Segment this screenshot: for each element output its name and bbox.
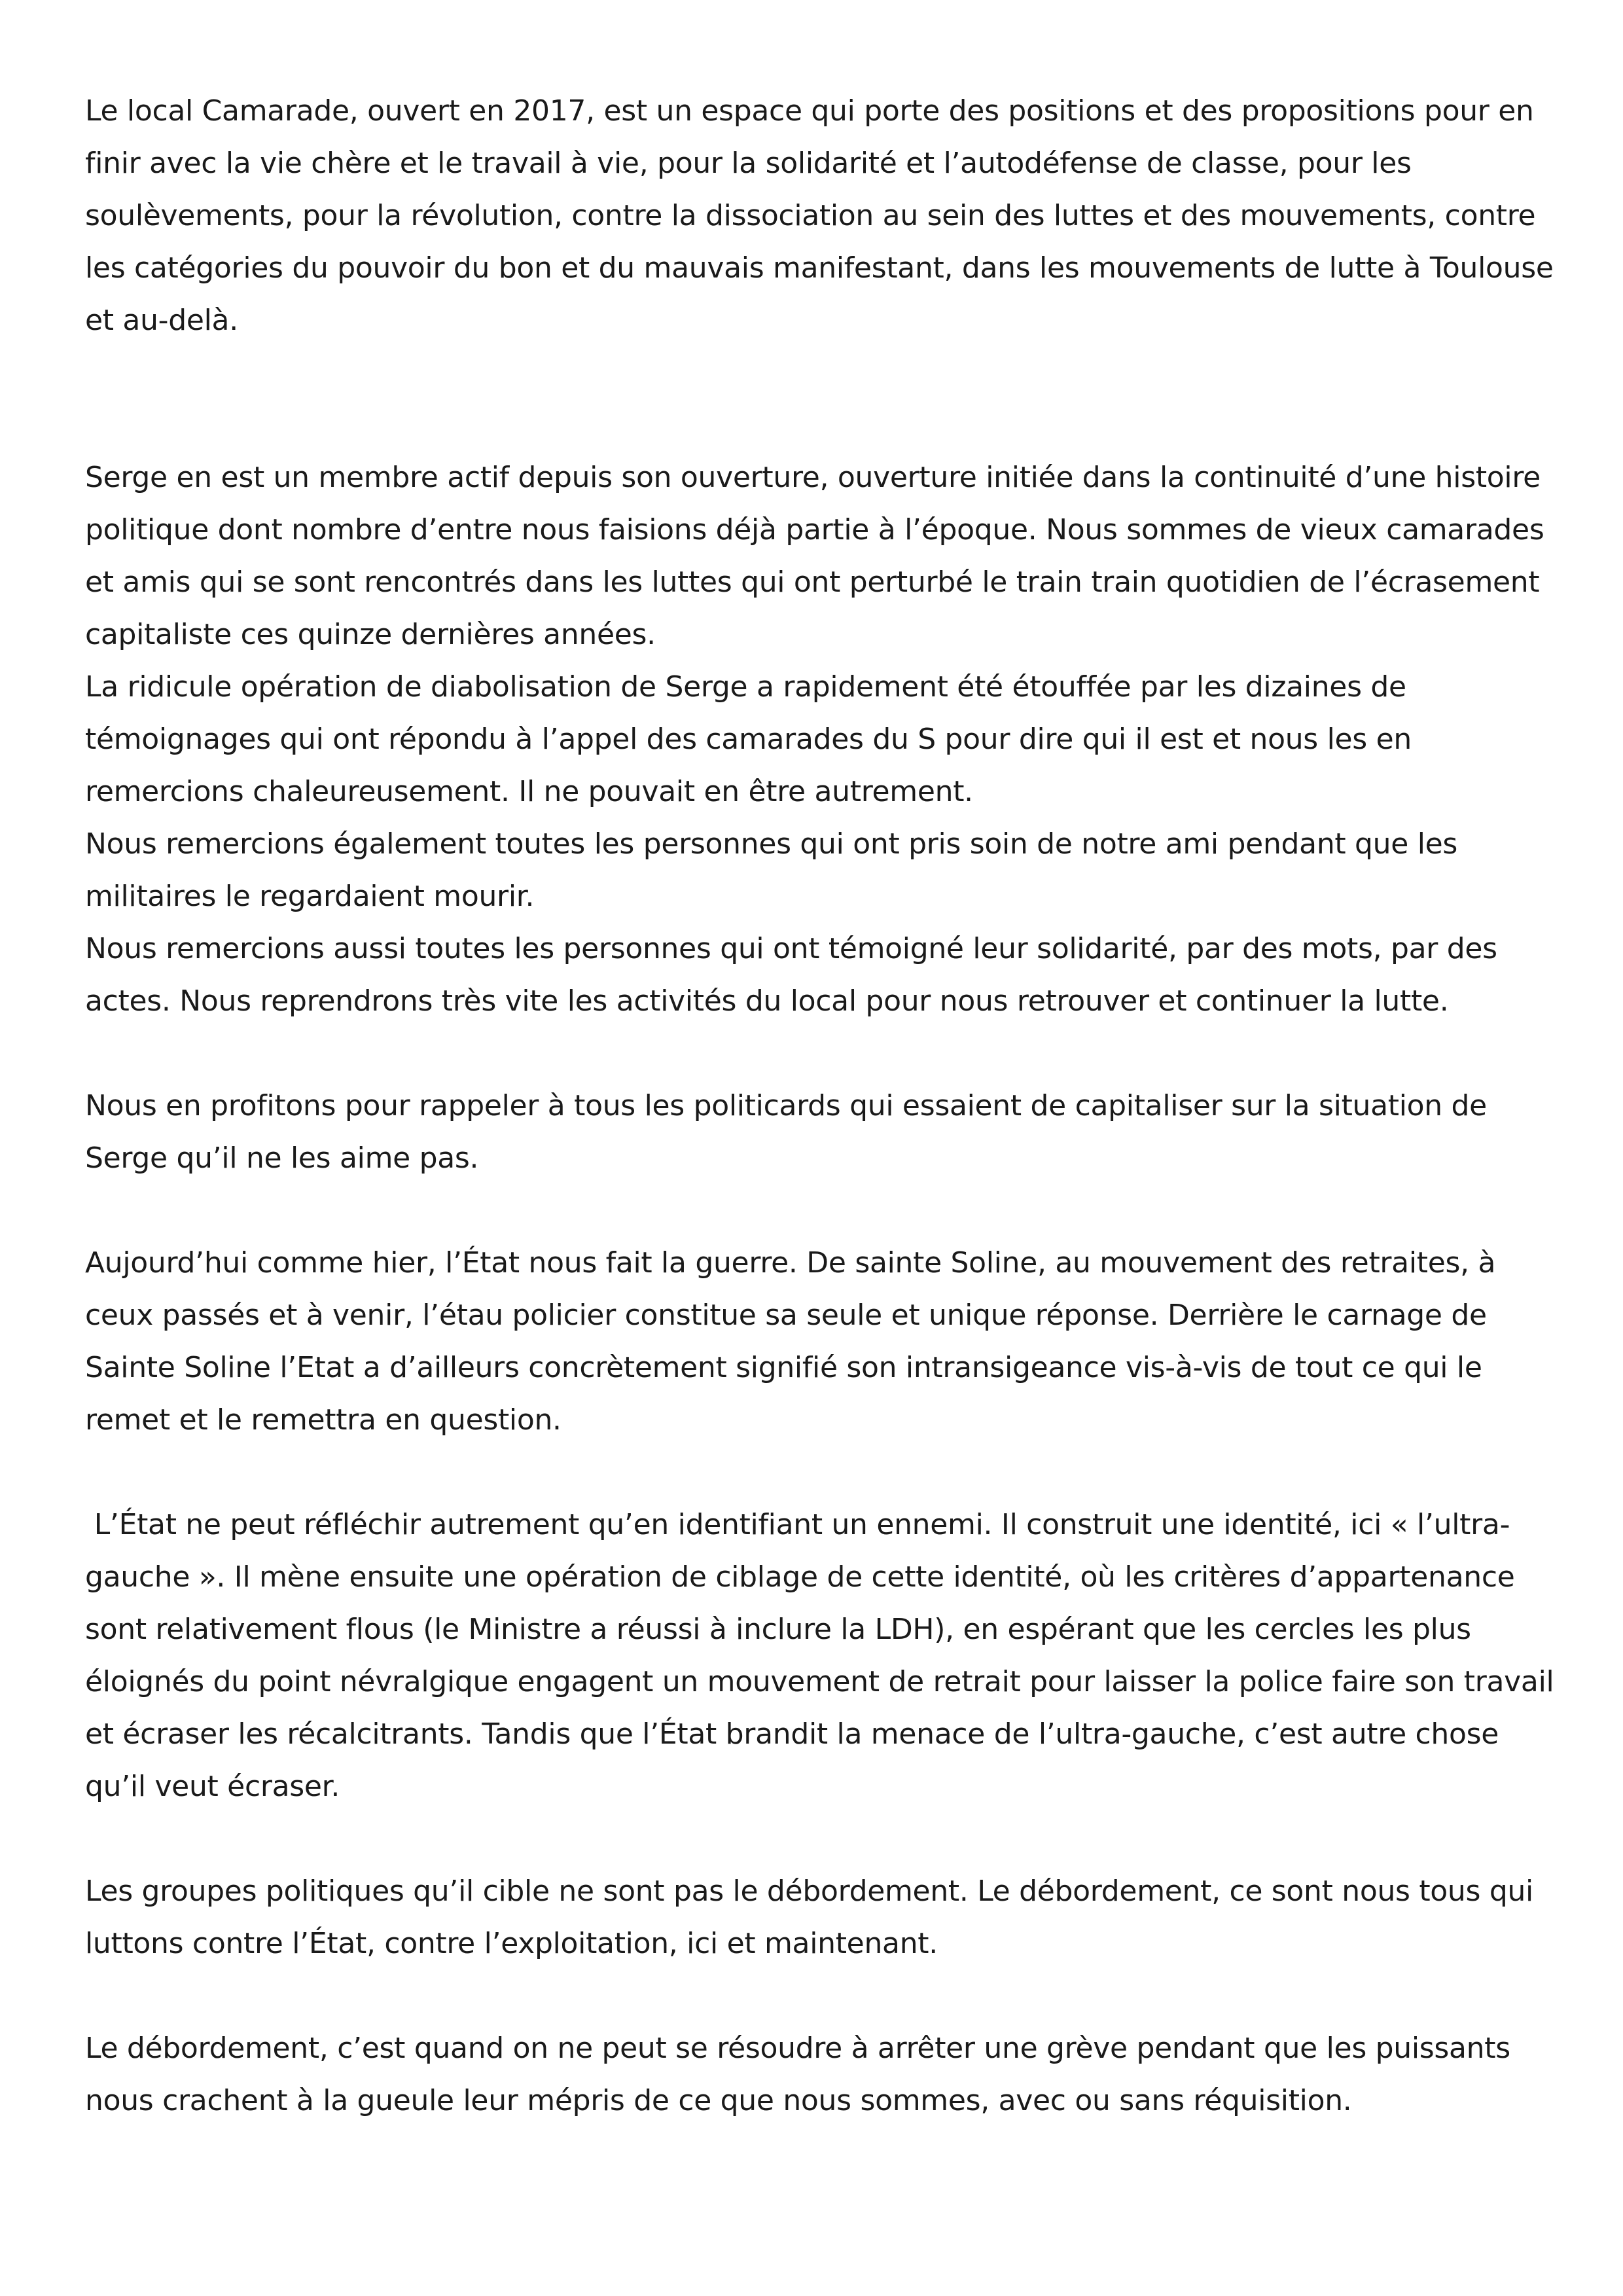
paragraph-debordement-greve: Le débordement, c’est quand on ne peut se résoudre à arrêter une grève pendant que les puissants nous crachent à la gueule leur mépris de ce que nous sommes, avec ou sans réquisition. — [85, 2032, 1510, 2117]
paragraph-ultra-gauche: L’État ne peut réfléchir autrement qu’en identifiant un ennemi. Il construit une identité, ici « l’ultra-gauche ». Il mène ensuite une opération de ciblage de cette identité, où les critères d’appartenance sont relativement flous (le Ministre a réussi à inclure la LDH), en espérant que les cercles les plus éloignés du point névralgique engagent un mouvement de retrait pour laisser la police faire son travail et écraser les récalcitrants. Tandis que l’État brandit la menace de l’ultra-gauche, c’est autre chose qu’il veut écraser. — [85, 1508, 1563, 1803]
paragraph-spacer — [85, 347, 1558, 452]
paragraph-spacer — [85, 1185, 1558, 1237]
paragraph-spacer — [85, 1813, 1558, 1865]
paragraph-serge-membre: Serge en est un membre actif depuis son ouverture, ouverture initiée dans la continuité d’une histoire politique dont nombre d’entre nous faisions déjà partie à l’époque. Nous sommes de vieux camarades et amis qui se sont rencontrés dans les luttes qui ont perturbé le train train quotidien de l’écrasement capitaliste ces quinze dernières années. — [85, 461, 1544, 651]
paragraph-diabolisation: La ridicule opération de diabolisation de Serge a rapidement été étouffée par les dizaines de témoignages qui ont répondu à l’appel des camarades du S pour dire qui il est et nous les en remercions chaleureusement. Il ne pouvait en être autrement. — [85, 670, 1412, 808]
paragraph-local-camarade: Le local Camarade, ouvert en 2017, est un espace qui porte des positions et des propositions pour en finir avec la vie chère et le travail à vie, pour la solidarité et l’autodéfense de classe, pour les soulèvements, pour la révolution, contre la dissociation au sein des luttes et des mouvements, contre les catégories du pouvoir du bon et du mauvais manifestant, dans les mouvements de lutte à Toulouse et au-delà. — [85, 94, 1554, 337]
paragraph-spacer — [85, 1446, 1558, 1499]
paragraph-politicards: Nous en profitons pour rappeler à tous les politicards qui essaient de capitaliser sur la situation de Serge qu’il ne les aime pas. — [85, 1089, 1487, 1175]
paragraph-etat-guerre: Aujourd’hui comme hier, l’État nous fait la guerre. De sainte Soline, au mouvement des retraites, à ceux passés et à venir, l’étau policier constitue sa seule et unique réponse. Derrière le carnage de Sainte Soline l’Etat a d’ailleurs concrètement signifié son intransigeance vis-à-vis de tout ce qui le remet et le remettra en question. — [85, 1246, 1496, 1437]
paragraph-spacer — [85, 1970, 1558, 2022]
document-body — [85, 85, 1563, 2127]
paragraph-remerciements-solidarite: Nous remercions aussi toutes les personnes qui ont témoigné leur solidarité, par des mots, par des actes. Nous reprendrons très vite les activités du local pour nous retrouver et continuer la lutte. — [85, 932, 1497, 1018]
paragraph-spacer — [85, 1028, 1558, 1080]
paragraph-debordement-groupes: Les groupes politiques qu’il cible ne sont pas le débordement. Le débordement, ce sont nous tous qui luttons contre l’État, contre l’exploitation, ici et maintenant. — [85, 1874, 1533, 1960]
paragraph-remerciements-soin: Nous remercions également toutes les personnes qui ont pris soin de notre ami pendant que les militaires le regardaient mourir. — [85, 827, 1458, 913]
